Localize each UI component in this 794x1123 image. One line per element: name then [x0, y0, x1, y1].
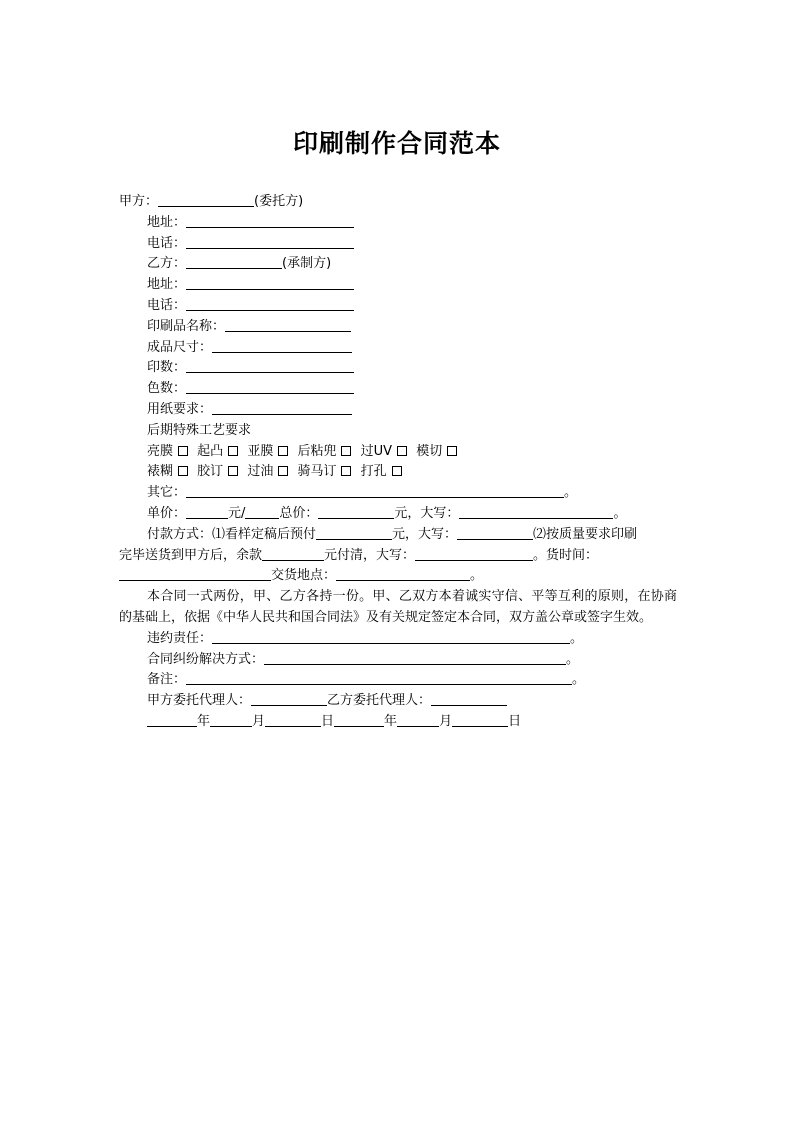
paper-requirement-line	[119, 400, 677, 421]
color-count-label: 色数：	[147, 381, 187, 397]
delivery-time-blank[interactable]	[119, 566, 271, 581]
product-name-blank[interactable]	[225, 317, 351, 332]
process-label: 骑马订	[297, 464, 337, 480]
payment-line2-c: 。货时间：	[533, 547, 599, 563]
date-a-day-blank[interactable]	[265, 712, 321, 727]
party-a-address-line	[119, 213, 677, 234]
process-label: 起凸	[197, 443, 224, 459]
date-line	[119, 712, 677, 733]
checkbox[interactable]	[228, 466, 238, 476]
delivery-place-blank[interactable]	[336, 566, 470, 581]
party-b-phone-blank[interactable]	[186, 296, 354, 311]
checkbox[interactable]	[278, 466, 288, 476]
party-b-suffix: (承制方)	[282, 256, 332, 272]
payment-yuan-upper: 元，大写：	[392, 526, 458, 542]
checkbox[interactable]	[278, 446, 288, 456]
date-b-day-blank[interactable]	[452, 712, 508, 727]
paper-requirement-label: 用纸要求：	[147, 401, 213, 417]
product-name-line	[119, 317, 677, 338]
remarks-blank[interactable]	[186, 670, 572, 685]
unit-price-label: 单价：	[147, 505, 187, 521]
process-label: 胶订	[197, 464, 224, 480]
process-label: 裱糊	[147, 464, 174, 480]
party-b-address-line	[119, 275, 677, 296]
breach-end: 。	[570, 630, 584, 646]
document-title: 印刷制作合同范本	[292, 129, 501, 158]
payment-line-1	[119, 525, 677, 546]
process-option-mounting	[147, 464, 193, 479]
remarks-line	[119, 670, 677, 691]
prepay-blank[interactable]	[316, 525, 392, 540]
party-b-label: 乙方：	[147, 256, 187, 272]
agent-b-label: 乙方委托代理人：	[327, 693, 432, 709]
party-b-address-label: 地址：	[147, 277, 187, 293]
total-price-blank[interactable]	[318, 504, 394, 519]
process-option-saddle-stitch	[297, 464, 356, 479]
delivery-place-label: 交货地点：	[271, 568, 337, 584]
unit-price-end: 。	[613, 505, 627, 521]
process-option-matte-gloss	[147, 444, 193, 459]
party-a-phone-blank[interactable]	[186, 234, 354, 249]
payment-line-2	[119, 546, 677, 567]
party-a-label: 甲方：	[119, 194, 159, 209]
date-a-year: 年	[197, 713, 211, 729]
process-label: 模切	[416, 443, 443, 459]
process-row-1	[119, 442, 677, 463]
checkbox[interactable]	[341, 446, 351, 456]
delivery-place-end: 。	[470, 568, 484, 584]
party-a-phone-label: 电话：	[147, 235, 187, 251]
process-option-emboss	[197, 444, 243, 459]
other-label: 其它：	[147, 485, 187, 501]
process-label: 过油	[247, 464, 274, 480]
party-a-address-blank[interactable]	[186, 213, 354, 228]
agents-line	[119, 691, 677, 712]
unit-price-yuan-per: 元/	[228, 505, 246, 521]
prepay-upper-blank[interactable]	[457, 525, 533, 540]
dispute-label: 合同纠纷解决方式：	[147, 651, 265, 667]
date-b-month-blank[interactable]	[397, 712, 439, 727]
process-option-glue-binding	[197, 464, 243, 479]
payment-line2-a: 完毕送货到甲方后，余款	[119, 547, 263, 563]
product-name-label: 印刷品名称：	[147, 318, 226, 334]
breach-blank[interactable]	[212, 629, 570, 644]
date-b-year-blank[interactable]	[334, 712, 384, 727]
checkbox[interactable]	[178, 446, 188, 456]
process-option-die-cut	[416, 444, 462, 459]
checkbox[interactable]	[341, 466, 351, 476]
date-b-day: 日	[508, 713, 522, 729]
process-row-2	[119, 462, 677, 483]
process-label: 亚膜	[247, 443, 274, 459]
date-b-year: 年	[384, 713, 398, 729]
party-b-blank[interactable]	[186, 254, 282, 269]
party-a-suffix: (委托方)	[254, 194, 304, 209]
finished-size-label: 成品尺寸：	[147, 339, 213, 355]
process-label: 打孔	[360, 464, 387, 480]
other-line	[119, 483, 677, 504]
party-a-phone-line	[119, 234, 677, 255]
party-a-address-label: 地址：	[147, 214, 187, 230]
other-blank[interactable]	[186, 483, 564, 498]
party-b-line	[119, 254, 677, 275]
process-option-pocket	[297, 444, 356, 459]
dispute-end: 。	[566, 651, 580, 667]
finished-size-blank[interactable]	[212, 338, 352, 353]
date-a-year-blank[interactable]	[147, 712, 197, 727]
total-price-label: 总价：	[279, 505, 319, 521]
unit-blank[interactable]	[245, 504, 279, 519]
date-a-day: 日	[321, 713, 335, 729]
color-count-line	[119, 379, 677, 400]
contract-body	[119, 192, 677, 733]
checkbox[interactable]	[447, 446, 457, 456]
process-label: 亮膜	[147, 443, 174, 459]
color-count-blank[interactable]	[186, 379, 354, 394]
party-b-phone-line	[119, 296, 677, 317]
dispute-blank[interactable]	[264, 650, 566, 665]
agent-a-blank[interactable]	[251, 691, 327, 706]
payment-after: ⑵按质量要求印刷	[533, 526, 638, 542]
total-price-upper-blank[interactable]	[459, 504, 613, 519]
special-process-heading-line	[119, 421, 677, 442]
process-option-punch	[361, 464, 407, 479]
date-b-month: 月	[439, 713, 453, 729]
date-a-month-blank[interactable]	[210, 712, 252, 727]
payment-line-3	[119, 566, 677, 587]
balance-upper-blank[interactable]	[415, 546, 533, 561]
checkbox[interactable]	[397, 446, 407, 456]
checkbox[interactable]	[178, 466, 188, 476]
breach-line	[119, 629, 677, 650]
agent-a-label: 甲方委托代理人：	[147, 693, 252, 709]
unit-price-line	[119, 504, 677, 525]
total-price-yuan: 元，大写：	[394, 505, 460, 521]
payment-label: 付款方式：⑴看样定稿后预付	[147, 526, 317, 542]
process-option-varnish	[247, 464, 293, 479]
process-label: 后粘兜	[297, 443, 337, 459]
print-quantity-blank[interactable]	[186, 358, 354, 373]
breach-label: 违约责任：	[147, 630, 213, 646]
other-end: 。	[564, 485, 578, 501]
party-b-phone-label: 电话：	[147, 297, 187, 313]
party-a-line	[119, 192, 677, 213]
finished-size-line	[119, 338, 677, 359]
party-a-blank[interactable]	[158, 192, 254, 207]
unit-price-blank[interactable]	[186, 504, 228, 519]
process-option-uv	[361, 444, 412, 459]
checkbox[interactable]	[228, 446, 238, 456]
checkbox[interactable]	[392, 466, 402, 476]
remarks-end: 。	[572, 672, 586, 688]
paper-requirement-blank[interactable]	[212, 400, 352, 415]
agent-b-blank[interactable]	[431, 691, 507, 706]
party-b-address-blank[interactable]	[186, 275, 354, 290]
process-option-matte-film	[247, 444, 293, 459]
print-quantity-line	[119, 358, 677, 379]
payment-line2-b: 元付清，大写：	[324, 547, 416, 563]
print-quantity-label: 印数：	[147, 360, 187, 376]
contract-paragraph: 本合同一式两份，甲、乙方各持一份。甲、乙双方本着诚实守信、平等互利的原则，在协商的基础上，依据《中华人民共和国合同法》及有关规定签定本合同，双方盖公章或签字生效。	[119, 589, 677, 625]
process-label: 过UV	[360, 443, 393, 459]
date-a-month: 月	[252, 713, 266, 729]
dispute-line	[119, 650, 677, 671]
remarks-label: 备注：	[147, 672, 187, 688]
special-process-heading: 后期特殊工艺要求	[147, 422, 252, 438]
balance-blank[interactable]	[262, 546, 324, 561]
